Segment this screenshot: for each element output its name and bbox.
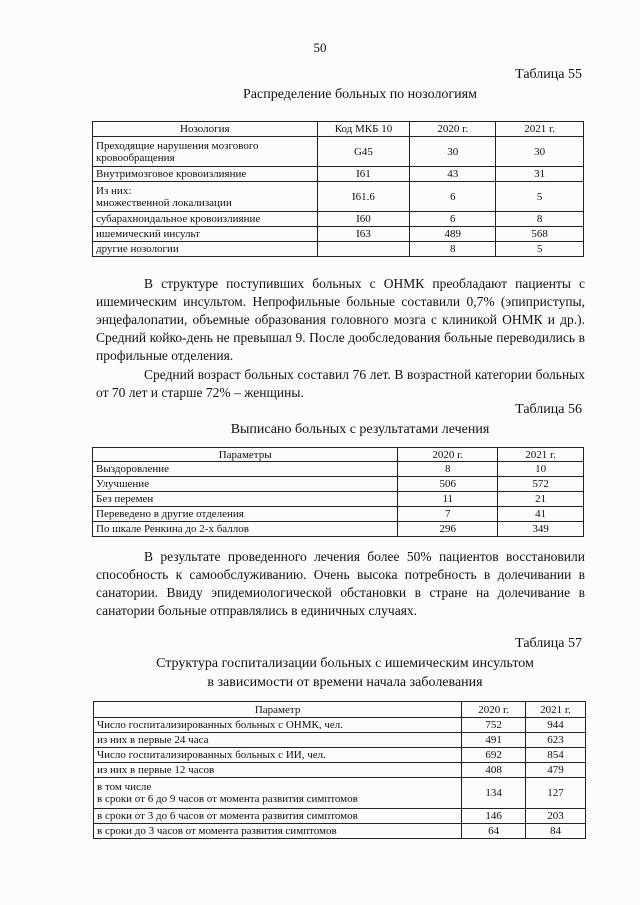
table-cell: 31 [496, 167, 584, 182]
table-cell: 7 [398, 507, 498, 522]
table-row [93, 522, 584, 537]
table-cell: 296 [398, 522, 498, 537]
table-row [94, 809, 586, 824]
table-cell: Выздоровление [93, 462, 398, 477]
table-55-label: Таблица 55 [515, 67, 582, 82]
table-cell: 8 [496, 212, 584, 227]
page-number: 50 [313, 40, 327, 55]
table-header: Параметры [93, 448, 398, 462]
table-cell: 64 [462, 824, 526, 839]
table-cell: 10 [498, 462, 584, 477]
cell-line: в сроки от 6 до 9 часов от момента развития симптомов [97, 793, 358, 805]
table-56-label: Таблица 56 [515, 402, 582, 417]
table-row [93, 137, 584, 167]
table-row [93, 182, 584, 212]
table-cell: 491 [462, 733, 526, 748]
table-cell: 349 [498, 522, 584, 537]
table-header: 2020 г. [398, 448, 498, 462]
table-row [94, 718, 586, 733]
table-cell: 8 [410, 242, 496, 257]
table-cell: из них в первые 24 часа [94, 733, 462, 748]
table-cell: 408 [462, 763, 526, 778]
table-cell: I60 [317, 212, 410, 227]
table-cell [93, 182, 318, 212]
table-cell: 506 [398, 477, 498, 492]
paragraph-1: В структуре поступивших больных с ОНМК преобладают пациенты с ишемическим инсультом. Непрофильные больные составили 0,7% (эпиприступы, энцефалопатии, объемные образования головного мозга с клиникой ОНМК и др.). Средний койко-день не превышал 9. После дообследования больные переводились в профильные отделения. [96, 276, 585, 363]
table-cell: Без перемен [93, 492, 398, 507]
table-cell: I61 [317, 167, 410, 182]
table-row [93, 242, 584, 257]
table-row [93, 462, 584, 477]
table-cell: 568 [496, 227, 584, 242]
table-cell: Преходящие нарушения мозгового кровообращения [93, 137, 318, 167]
table-cell: G45 [317, 137, 410, 167]
table-row [94, 763, 586, 778]
table-cell: 84 [526, 824, 586, 839]
table-header: 2020 г. [462, 702, 526, 718]
table-cell [317, 242, 410, 257]
table-cell: 146 [462, 809, 526, 824]
table-cell: Число госпитализированных больных с ОНМК, чел. [94, 718, 462, 733]
table-cell: в сроки до 3 часов от момента развития симптомов [94, 824, 462, 839]
table-cell: 41 [498, 507, 584, 522]
table-row [93, 212, 584, 227]
table-cell: I63 [317, 227, 410, 242]
table-cell: Переведено в другие отделения [93, 507, 398, 522]
table-56-title: Выписано больных с результатами лечения [230, 422, 490, 437]
table-cell: 30 [410, 137, 496, 167]
table-cell: ишемический инсульт [93, 227, 318, 242]
table-row [93, 227, 584, 242]
table-cell: 127 [526, 778, 586, 809]
table-cell: другие нозологии [93, 242, 318, 257]
table-cell: 623 [526, 733, 586, 748]
table-cell: 572 [498, 477, 584, 492]
cell-line: в том числе [97, 781, 152, 793]
table-cell: 5 [496, 242, 584, 257]
table-cell: субарахноидальное кровоизлияние [93, 212, 318, 227]
table-56 [92, 447, 584, 537]
table-55-title: Распределение больных по нозологиям [243, 87, 477, 102]
table-57-label: Таблица 57 [515, 636, 582, 651]
table-row [93, 492, 584, 507]
table-cell: из них в первые 12 часов [94, 763, 462, 778]
paragraph-3: В результате проведенного лечения более 50% пациентов восстановили способность к самообслуживанию. Очень высока потребность в долечивании в санатории. Ввиду эпидемиологической обстановки в стране на долечивание в санатории больные отправлялись в единичных случаях. [96, 549, 585, 618]
table-cell: 30 [496, 137, 584, 167]
table-cell: По шкале Ренкина до 2-х баллов [93, 522, 398, 537]
paragraph-2: Средний возраст больных составил 76 лет. В возрастной категории больных от 70 лет и старше 72% – женщины. [96, 367, 585, 400]
table-cell: 11 [398, 492, 498, 507]
table-cell: 752 [462, 718, 526, 733]
table-cell: 43 [410, 167, 496, 182]
table-cell: 479 [526, 763, 586, 778]
table-row [93, 477, 584, 492]
table-row [93, 507, 584, 522]
table-cell: 854 [526, 748, 586, 763]
table-cell: 203 [526, 809, 586, 824]
table-row [94, 778, 586, 809]
table-cell: Улучшение [93, 477, 398, 492]
table-cell: 134 [462, 778, 526, 809]
table-cell: 944 [526, 718, 586, 733]
table-cell: I61.6 [317, 182, 410, 212]
table-header: Код МКБ 10 [317, 122, 410, 137]
table-row [94, 748, 586, 763]
table-57-title-line-2: в зависимости от времени начала заболевания [207, 675, 483, 690]
table-header: 2021 г. [496, 122, 584, 137]
table-cell: в сроки от 3 до 6 часов от момента развития симптомов [94, 809, 462, 824]
table-cell: 21 [498, 492, 584, 507]
table-cell: Внутримозговое кровоизлияние [93, 167, 318, 182]
cell-line: Из них: [96, 184, 132, 197]
table-cell [94, 778, 462, 809]
table-cell: 6 [410, 212, 496, 227]
table-row [94, 733, 586, 748]
table-row [94, 824, 586, 839]
table-header: 2020 г. [410, 122, 496, 137]
table-cell: 692 [462, 748, 526, 763]
table-header: Нозология [93, 122, 318, 137]
table-55 [92, 121, 584, 257]
cell-line: множественной локализации [96, 196, 232, 209]
table-cell: Число госпитализированных больных с ИИ, чел. [94, 748, 462, 763]
table-cell: 489 [410, 227, 496, 242]
table-57-title-line-1: Структура госпитализации больных с ишемическим инсультом [156, 656, 534, 671]
table-cell: 6 [410, 182, 496, 212]
table-header: Параметр [94, 702, 462, 718]
table-57 [93, 701, 586, 839]
table-header: 2021 г. [498, 448, 584, 462]
table-cell: 5 [496, 182, 584, 212]
table-header: 2021 г. [526, 702, 586, 718]
table-row [93, 167, 584, 182]
table-cell: 8 [398, 462, 498, 477]
